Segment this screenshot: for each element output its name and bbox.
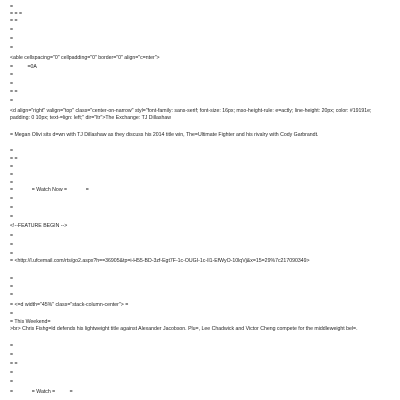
text-line: = = [10, 361, 18, 367]
this-weekend-description: >br> Chris Fishg=ld defends his lightweight title against Alexander Jacobson. Plu=, Lee Chadwick and Victor Cheng compete for the middleweight bel=. [10, 326, 358, 332]
table-tag-line: <able cellspacing="0" cellpadding="0" border="0" align="c=nter"> [10, 55, 160, 61]
text-line: = =0A [10, 64, 37, 70]
text-line: = [10, 164, 14, 170]
text-line: = [10, 27, 14, 33]
text-line: = [10, 242, 14, 248]
text-line: = [10, 233, 14, 239]
this-weekend-heading: = This Weekend= [10, 319, 51, 325]
text-line: = = [10, 89, 18, 95]
text-line: = [10, 370, 14, 376]
stack-column-tag: = <=d width="45%" class="stack-column-center"> = [10, 302, 129, 308]
text-line: = [10, 45, 14, 51]
tracking-url-line: = <http://l.ufcemail.com/rts/go2.aspx?h==36905&tp=i-H55-BD-3zf-Egt7F-1c-OUGI-1c-Il1-EfWyO-10lqVj&x=15=29%7c217090349> [10, 258, 310, 264]
text-line: = [10, 352, 14, 358]
text-line: = [10, 36, 14, 42]
text-line: = [10, 311, 14, 317]
text-line: = [10, 72, 14, 78]
text-line: = [10, 379, 14, 385]
text-line: = [10, 284, 14, 290]
exchange-heading-markup: <d align="right" valign="top" class="center-on-narrow" styl="font-family: sans-serif; font-size: 16px; mso-height-rule: e=actly; line-height: 20px; color: #19191e; padding: 0 10px; text-=lign: left;" dir="ltr">The Exchange: TJ Dillashaw [10, 108, 372, 121]
text-line: = [10, 292, 14, 298]
text-line: = = = [10, 11, 22, 17]
text-line: = [10, 4, 14, 10]
watch-now-line: = = Watch Now = = [10, 187, 89, 193]
exchange-description: = Megan Olivi sits d=wn with TJ Dillashaw as they discuss his 2014 title win, The=Ultimate Fighter and his rivalry with Cody Garbrandt. [10, 132, 319, 138]
feature-comment: <!--FEATURE BEGIN --> [10, 223, 68, 229]
text-line: = [10, 214, 14, 220]
text-line: = [10, 172, 14, 178]
text-line: = = [10, 18, 18, 24]
text-line: = = [10, 156, 18, 162]
text-line: = [10, 196, 14, 202]
text-line: = [10, 343, 14, 349]
text-line: = [10, 81, 14, 87]
text-line: = [10, 276, 14, 282]
text-line: = [10, 205, 14, 211]
text-line: = [10, 251, 14, 257]
text-line: = [10, 98, 14, 104]
text-line: = [10, 148, 14, 154]
watch-line: = = Watch = = [10, 389, 73, 395]
text-line: = [10, 180, 14, 186]
